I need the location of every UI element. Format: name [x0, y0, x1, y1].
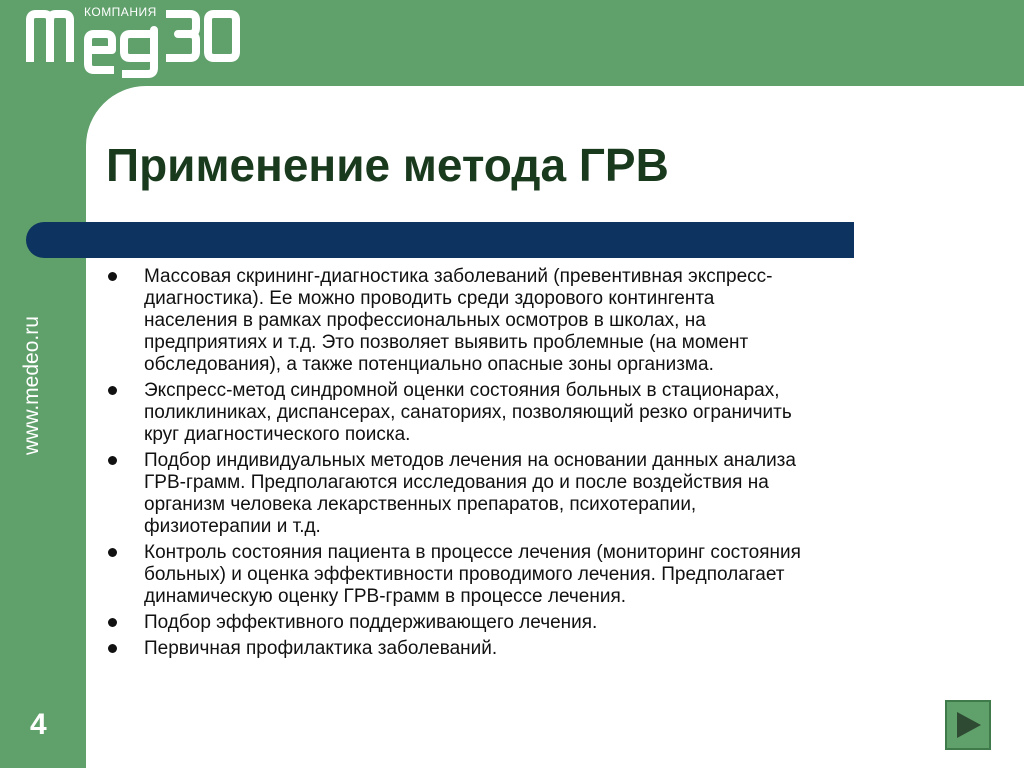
bullet-text-line: населения в рамках профессиональных осмотров в школах, на: [144, 310, 706, 331]
bullet-text-line: обследования), а также потенциально опасные зоны организма.: [144, 354, 714, 375]
bullet-item: [104, 612, 934, 634]
next-slide-button[interactable]: [945, 700, 991, 750]
bullet-text-line: Контроль состояния пациента в процессе лечения (мониторинг состояния: [144, 542, 801, 563]
bullet-text-line: Подбор эффективного поддерживающего лечения.: [144, 612, 598, 633]
bullet-item: [104, 266, 934, 376]
company-logo: [22, 2, 252, 80]
bullet-text-line: организм человека лекарственных препаратов, психотерапии,: [144, 494, 697, 515]
bullet-item: [104, 450, 934, 538]
bullet-text-line: поликлиниках, диспансерах, санаториях, позволяющий резко ограничить: [144, 402, 792, 423]
bullet-text-line: диагностика). Ее можно проводить среди здорового контингента: [144, 288, 715, 309]
bullet-list: [104, 266, 934, 664]
title-divider-bar: [26, 222, 854, 258]
bullet-dot-icon: [108, 272, 117, 281]
bullet-text-line: динамическую оценку ГРВ-грамм в процессе лечения.: [144, 586, 627, 607]
bullet-dot-icon: [108, 456, 117, 465]
side-url: www.medeo.ru: [20, 316, 43, 455]
play-triangle-icon: [953, 710, 983, 740]
bullet-text-line: круг диагностического поиска.: [144, 424, 411, 445]
bullet-text-line: физиотерапии и т.д.: [144, 516, 321, 537]
bullet-text-line: Экспресс-метод синдромной оценки состояния больных в стационарах,: [144, 380, 780, 401]
bullet-dot-icon: [108, 618, 117, 627]
bullet-dot-icon: [108, 548, 117, 557]
logo-company-label: КОМПАНИЯ: [84, 5, 157, 19]
bullet-text-line: Первичная профилактика заболеваний.: [144, 638, 498, 659]
page-title: Применение метода ГРВ: [106, 139, 669, 191]
bullet-text-line: Подбор индивидуальных методов лечения на основании данных анализа: [144, 450, 796, 471]
bullet-item: [104, 542, 934, 608]
bullet-item: [104, 380, 934, 446]
bullet-text-line: предприятиях и т.д. Это позволяет выявить проблемные (на момент: [144, 332, 749, 353]
bullet-text-line: Массовая скрининг-диагностика заболеваний (превентивная экспресс-: [144, 266, 773, 287]
bullet-item: [104, 638, 934, 660]
page-number: 4: [30, 708, 47, 741]
bullet-dot-icon: [108, 386, 117, 395]
bullet-dot-icon: [108, 644, 117, 653]
bullet-text-line: больных) и оценка эффективности проводимого лечения. Предполагает: [144, 564, 785, 585]
bullet-text-line: ГРВ-грамм. Предполагаются исследования до и после воздействия на: [144, 472, 769, 493]
